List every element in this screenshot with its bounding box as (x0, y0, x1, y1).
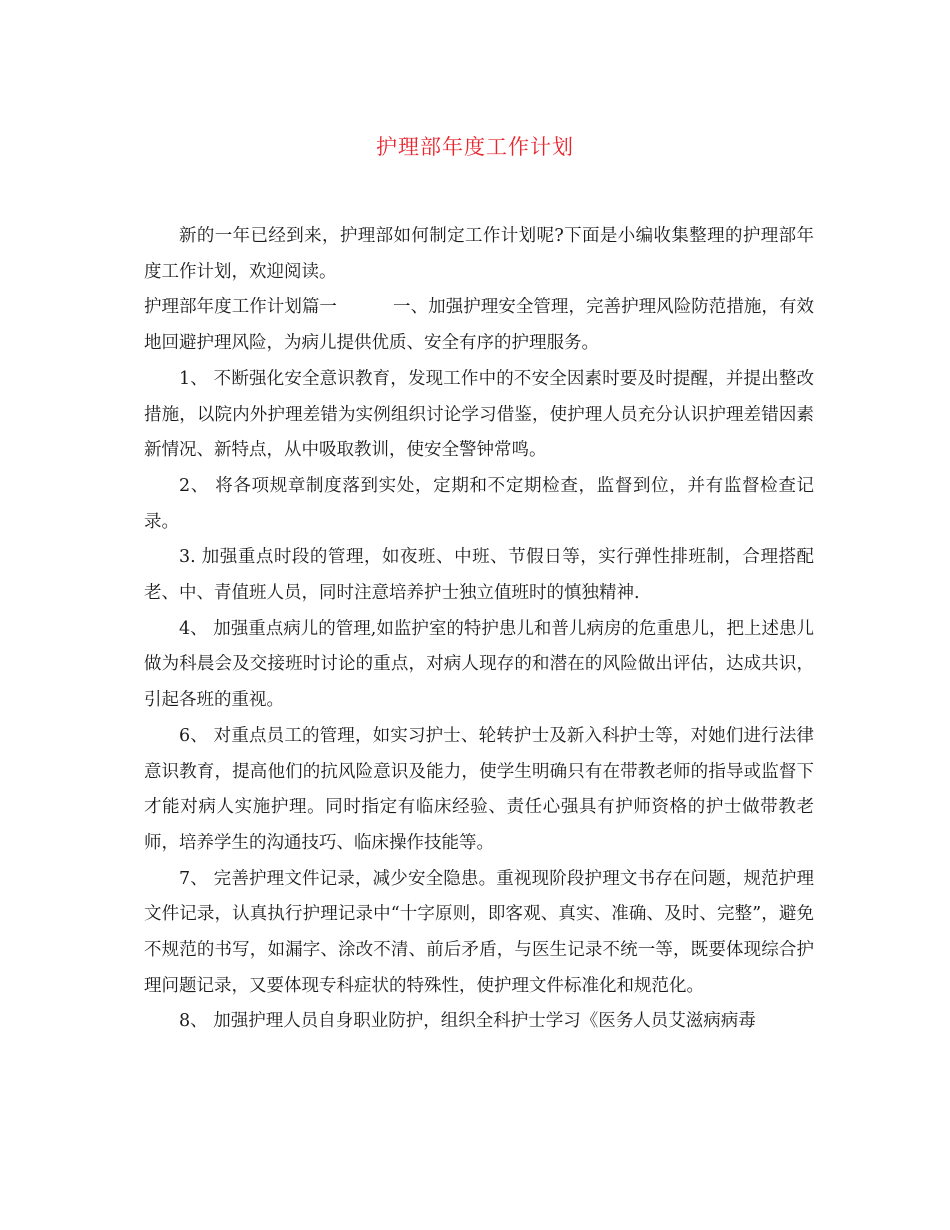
paragraph-item-1: 1、 不断强化安全意识教育，发现工作中的不安全因素时要及时提醒，并提出整改措施，以院内外护理差错为实例组织讨论学习借鉴，使护理人员充分认识护理差错因素新情况、新特点，从中吸取教训，使安全警钟常鸣。 (144, 368, 814, 461)
intro-paragraph: 新的一年已经到来，护理部如何制定工作计划呢?下面是小编收集整理的护理部年度工作计划，欢迎阅读。 (144, 226, 814, 282)
paragraph-item-6: 6、 对重点员工的管理，如实习护士、轮转护士及新入科护士等，对她们进行法律意识教育，提高他们的抗风险意识及能力，使学生明确只有在带教老师的指导或监督下才能对病人实施护理。同时指定有临床经验、责任心强具有护师资格的护士做带教老师，培养学生的沟通技巧、临床操作技能等。 (144, 725, 814, 853)
section-paragraph (144, 290, 814, 361)
document-title: 护理部年度工作计划 (376, 135, 574, 159)
paragraph-item-7: 7、 完善护理文件记录，减少安全隐患。重视现阶段护理文书存在问题，规范护理文件记录，认真执行护理记录中“十字原则，即客观、真实、准确、及时、完整”，避免不规范的书写，如漏字、涂改不清、前后矛盾，与医生记录不统一等，既要体现综合护理问题记录，又要体现专科症状的特殊性，使护理文件标准化和规范化。 (144, 868, 814, 996)
paragraph-item-3: 3. 加强重点时段的管理，如夜班、中班、节假日等，实行弹性排班制，合理搭配老、中、青值班人员，同时注意培养护士独立值班时的慎独精神. (144, 547, 814, 604)
paragraph-item-8: 8、 加强护理人员自身职业防护，组织全科护士学习《医务人员艾滋病病毒 (179, 1011, 756, 1032)
section-first-point: 一、加强护理安全管理，完善护理风险防范措施，有效地回避护理风险，为病儿提供优质、安全有序的护理服务。 (144, 297, 815, 354)
document-body (144, 219, 814, 1040)
paragraph-item-4: 4、 加强重点病儿的管理,如监护室的特护患儿和普儿病房的危重患儿，把上述患儿做为科晨会及交接班时讨论的重点，对病人现存的和潜在的风险做出评估，达成共识，引起各班的重视。 (144, 618, 814, 711)
paragraph-item-2: 2、 将各项规章制度落到实处，定期和不定期检查，监督到位，并有监督检查记录。 (144, 475, 814, 532)
section-label: 护理部年度工作计划篇一 (144, 297, 337, 318)
